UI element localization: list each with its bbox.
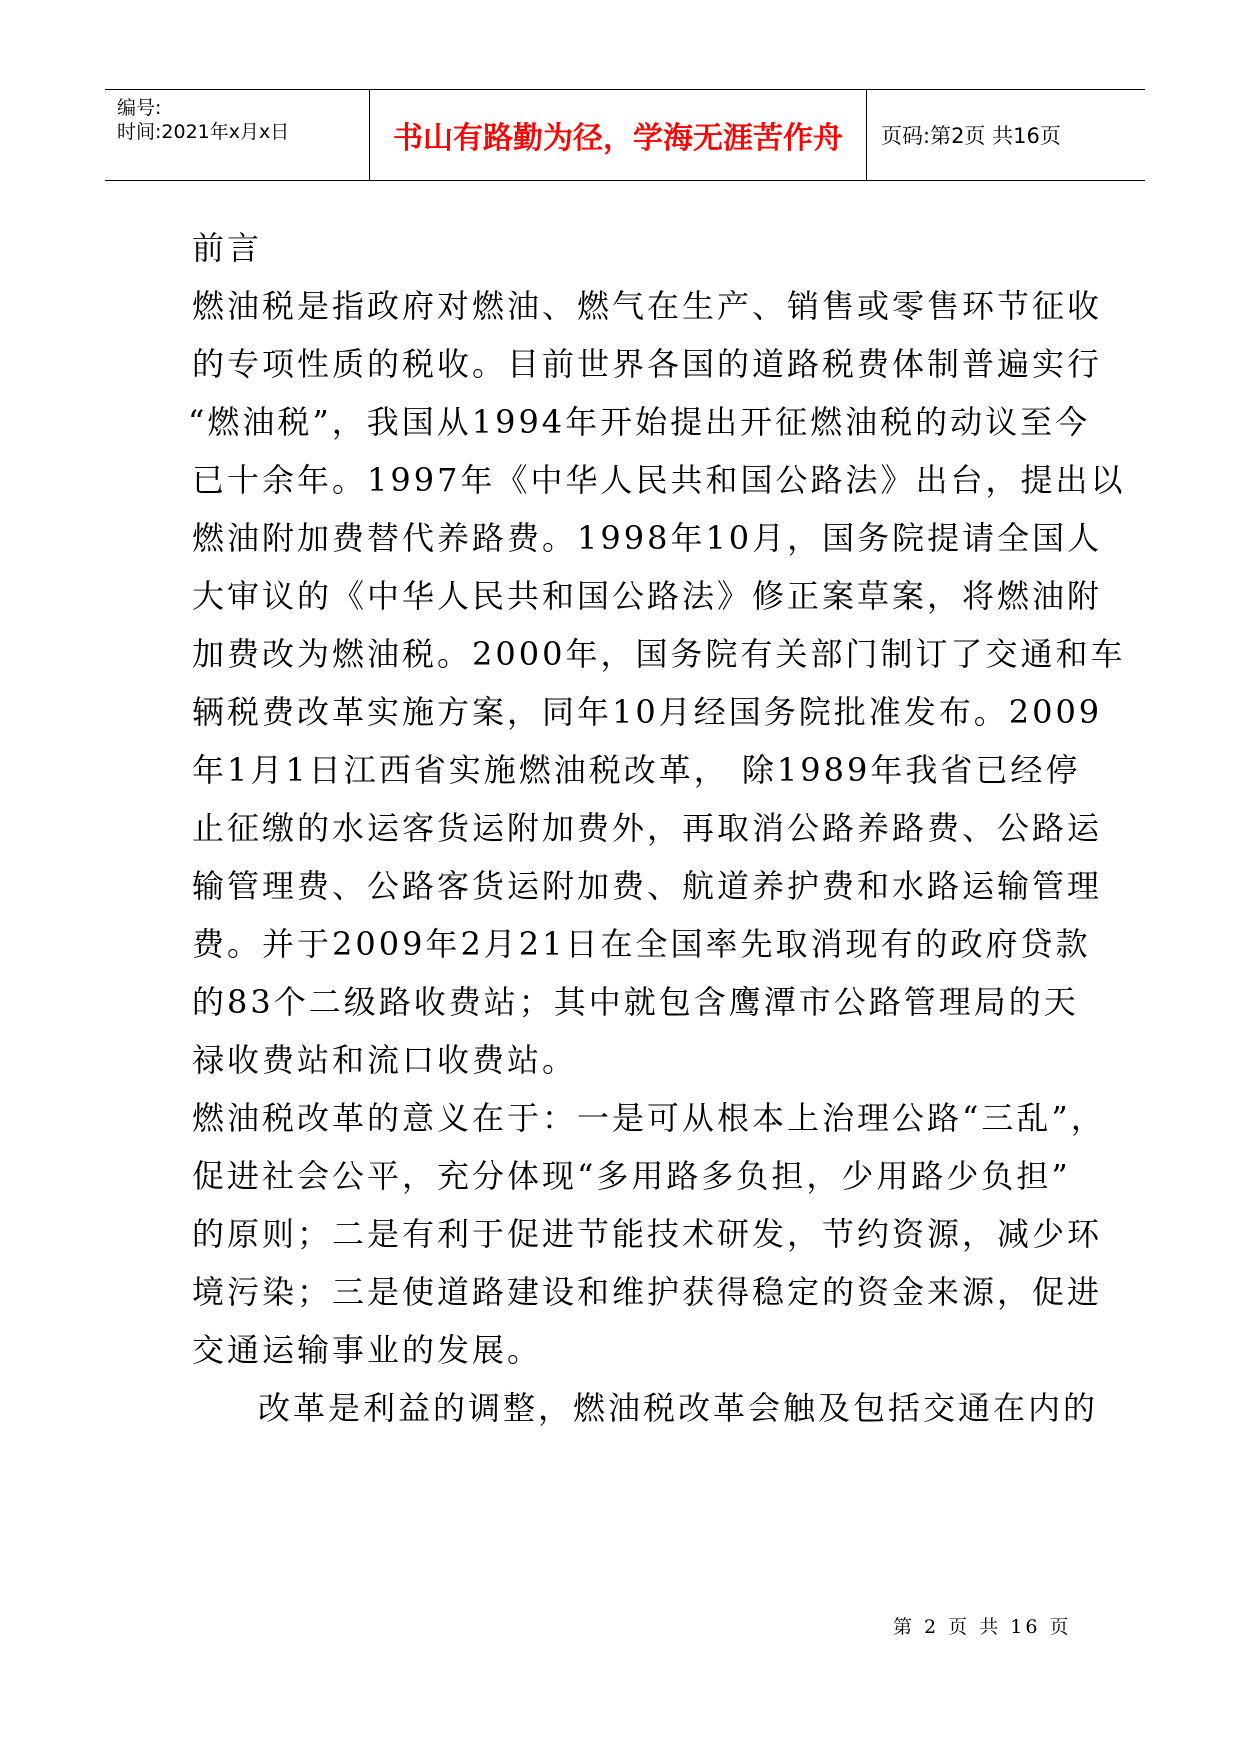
- body-line: 输管理费、公路客货运附加费、航道养护费和水路运输管理: [192, 867, 1103, 905]
- body-line: 燃油附加费替代养路费。1998年10月，国务院提请全国人: [192, 519, 1103, 557]
- header-motto: 书山有路勤为径，学海无涯苦作舟: [393, 121, 843, 156]
- header-page-cell: [867, 90, 1145, 180]
- body-line: 燃油税是指政府对燃油、燃气在生产、销售或零售环节征收: [192, 287, 1103, 325]
- section-title: 前言: [192, 229, 263, 267]
- body-line: 改革是利益的调整，燃油税改革会触及包括交通在内的: [258, 1389, 1099, 1427]
- header-page-number: 页码:第2页 共16页: [881, 124, 1061, 148]
- body-line: 已十余年。1997年《中华人民共和国公路法》出台，提出以: [192, 461, 1126, 499]
- document-body: [188, 219, 1126, 1437]
- body-line: 促进社会公平，充分体现“多用路多负担，少用路少负担”: [192, 1157, 1071, 1195]
- body-line: 的专项性质的税收。目前世界各国的道路税费体制普遍实行: [192, 345, 1103, 383]
- body-line: 交通运输事业的发展。: [192, 1331, 543, 1369]
- page-footer: 第 2 页 共 16 页: [893, 1616, 1072, 1638]
- header-motto-cell: [370, 90, 867, 180]
- body-line: 燃油税改革的意义在于：一是可从根本上治理公路“三乱”，: [192, 1099, 1106, 1137]
- body-line: 年1月1日江西省实施燃油税改革， 除1989年我省已经停: [192, 751, 1081, 789]
- body-line: 止征缴的水运客货运附加费外，再取消公路养路费、公路运: [192, 809, 1103, 847]
- body-line: 加费改为燃油税。2000年，国务院有关部门制订了交通和车: [192, 635, 1126, 673]
- body-line: 境污染；三是使道路建设和维护获得稳定的资金来源，促进: [192, 1273, 1103, 1311]
- document-number: 编号:: [117, 97, 162, 119]
- body-line: 的83个二级路收费站；其中就包含鹰潭市公路管理局的天: [192, 983, 1079, 1021]
- body-line: 大审议的《中华人民共和国公路法》修正案草案，将燃油附: [192, 577, 1103, 615]
- body-line: 费。并于2009年2月21日在全国率先取消现有的政府贷款: [192, 925, 1091, 963]
- body-line: 辆税费改革实施方案，同年10月经国务院批准发布。2009: [192, 693, 1103, 731]
- page-header: [105, 89, 1145, 181]
- body-line: “燃油税”，我国从1994年开始提出开征燃油税的动议至今: [188, 403, 1091, 441]
- body-line: 的原则；二是有利于促进节能技术研发，节约资源，减少环: [192, 1215, 1103, 1253]
- header-meta: [105, 90, 370, 180]
- body-line: 禄收费站和流口收费站。: [192, 1041, 578, 1079]
- document-time: 时间:2021年x月x日: [117, 121, 290, 143]
